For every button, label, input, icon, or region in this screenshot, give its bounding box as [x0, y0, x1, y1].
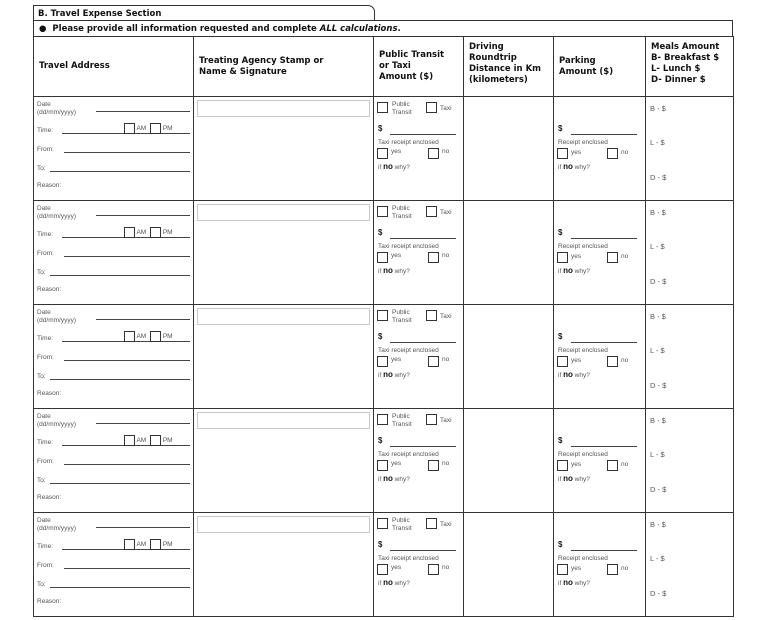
time-label: Time: — [37, 335, 54, 342]
date-format-text: (dd/mm/yyyy) — [37, 420, 76, 428]
taxi-receipt-label: Taxi receipt enclosed — [378, 451, 439, 458]
header-parking-amount — [554, 37, 646, 97]
receipt-label: Receipt enclosed — [558, 139, 608, 146]
date-format-text: (dd/mm/yyyy) — [37, 108, 76, 116]
reason-label: Reason: — [37, 494, 62, 501]
parking-cell — [554, 201, 646, 305]
date-input[interactable] — [96, 215, 190, 216]
no-bold-text: no — [563, 474, 573, 483]
taxi-receipt-no-checkbox[interactable] — [428, 148, 439, 159]
dinner-field[interactable]: D - $ — [650, 173, 667, 182]
dollar-sign: $ — [378, 436, 383, 445]
expense-row — [34, 97, 734, 201]
transit-amount-input[interactable] — [390, 238, 456, 239]
receipt-label: Receipt enclosed — [558, 347, 608, 354]
pm-checkbox[interactable] — [150, 435, 161, 446]
receipt-label: Receipt enclosed — [558, 451, 608, 458]
from-label: From: — [37, 146, 54, 153]
lunch-field[interactable]: L - $ — [650, 450, 665, 459]
no-label: no — [621, 357, 629, 364]
header-transit-amount — [374, 37, 464, 97]
parking-receipt-yes-checkbox[interactable] — [557, 356, 568, 367]
why-text: why? — [394, 268, 410, 275]
dollar-sign: $ — [558, 124, 563, 133]
if-no-why-label — [378, 371, 410, 380]
if-no-why-label — [378, 579, 410, 588]
transit-amount-input[interactable] — [390, 342, 456, 343]
no-bold-text: no — [383, 474, 393, 483]
transit-cell — [374, 201, 464, 305]
why-text: why? — [574, 268, 590, 275]
parking-amount-input[interactable] — [571, 550, 637, 551]
transit-cell — [374, 513, 464, 617]
to-input[interactable] — [50, 483, 190, 484]
header-agency-stamp — [194, 37, 374, 97]
to-input[interactable] — [50, 379, 190, 380]
breakfast-field[interactable]: B - $ — [650, 312, 666, 321]
no-label: no — [621, 253, 629, 260]
parking-cell — [554, 513, 646, 617]
taxi-checkbox[interactable] — [426, 206, 437, 217]
if-text: if — [378, 580, 382, 587]
date-label — [37, 517, 76, 532]
from-input[interactable] — [64, 256, 190, 257]
parking-amount-input[interactable] — [571, 446, 637, 447]
date-input[interactable] — [96, 111, 190, 112]
parking-receipt-no-checkbox[interactable] — [607, 252, 618, 263]
transit-cell — [374, 409, 464, 513]
travel-address-cell — [34, 409, 194, 513]
yes-label: yes — [391, 252, 402, 259]
agency-stamp-input[interactable] — [197, 516, 370, 533]
taxi-label: Taxi — [440, 521, 452, 528]
parking-receipt-yes-checkbox[interactable] — [557, 252, 568, 263]
if-no-why-label — [558, 163, 590, 172]
transit-amount-input[interactable] — [390, 550, 456, 551]
driving-distance-cell[interactable] — [464, 201, 554, 305]
reason-label: Reason: — [37, 286, 62, 293]
time-label: Time: — [37, 543, 54, 550]
reason-label: Reason: — [37, 598, 62, 605]
transit-amount-input[interactable] — [390, 134, 456, 135]
no-label: no — [442, 564, 450, 571]
if-no-why-label — [558, 267, 590, 276]
header-meal-lunch: L- Lunch $ — [651, 64, 701, 74]
if-text: if — [378, 476, 382, 483]
time-label: Time: — [37, 127, 54, 134]
driving-distance-cell[interactable] — [464, 97, 554, 201]
if-no-why-label — [378, 267, 410, 276]
to-label: To: — [37, 165, 46, 172]
breakfast-field[interactable]: B - $ — [650, 208, 666, 217]
parking-receipt-yes-checkbox[interactable] — [557, 148, 568, 159]
agency-stamp-input[interactable] — [197, 308, 370, 325]
from-input[interactable] — [64, 464, 190, 465]
travel-address-cell — [34, 97, 194, 201]
parking-amount-input[interactable] — [571, 238, 637, 239]
parking-cell — [554, 97, 646, 201]
travel-address-cell — [34, 201, 194, 305]
time-label: Time: — [37, 231, 54, 238]
reason-label: Reason: — [37, 182, 62, 189]
am-pm-group — [124, 227, 173, 238]
expense-row — [34, 305, 734, 409]
parking-receipt-yes-checkbox[interactable] — [557, 564, 568, 575]
date-format-text: (dd/mm/yyyy) — [37, 524, 76, 532]
lunch-field[interactable]: L - $ — [650, 346, 665, 355]
agency-stamp-input[interactable] — [197, 204, 370, 221]
from-label: From: — [37, 562, 54, 569]
breakfast-field[interactable]: B - $ — [650, 416, 666, 425]
date-label-text: Date — [37, 101, 51, 108]
to-label: To: — [37, 581, 46, 588]
header-row — [34, 37, 734, 97]
receipt-label: Receipt enclosed — [558, 555, 608, 562]
no-bold-text: no — [383, 266, 393, 275]
pm-checkbox[interactable] — [150, 331, 161, 342]
public-transit-checkbox[interactable] — [377, 310, 388, 321]
to-input[interactable] — [50, 587, 190, 588]
if-text: if — [558, 580, 562, 587]
dinner-field[interactable]: D - $ — [650, 381, 667, 390]
am-checkbox[interactable] — [124, 227, 135, 238]
date-format-text: (dd/mm/yyyy) — [37, 212, 76, 220]
parking-receipt-yes-checkbox[interactable] — [557, 460, 568, 471]
yes-label: yes — [571, 461, 582, 468]
pm-label: PM — [162, 333, 173, 341]
to-input[interactable] — [50, 275, 190, 276]
parking-amount-input[interactable] — [571, 342, 637, 343]
from-label: From: — [37, 354, 54, 361]
no-label: no — [442, 148, 450, 155]
breakfast-field[interactable]: B - $ — [650, 520, 666, 529]
parking-cell — [554, 305, 646, 409]
am-label: AM — [136, 437, 147, 445]
no-label: no — [621, 461, 629, 468]
no-bold-text: no — [563, 162, 573, 171]
header-label: Travel Address — [39, 61, 110, 71]
yes-label: yes — [391, 356, 402, 363]
if-text: if — [558, 268, 562, 275]
expense-row — [34, 201, 734, 305]
taxi-checkbox[interactable] — [426, 518, 437, 529]
public-transit-label: Public Transit — [392, 309, 412, 324]
dollar-sign: $ — [378, 332, 383, 341]
agency-stamp-input[interactable] — [197, 412, 370, 429]
yes-label: yes — [391, 564, 402, 571]
taxi-receipt-no-checkbox[interactable] — [428, 460, 439, 471]
pm-label: PM — [162, 125, 173, 133]
no-bold-text: no — [383, 578, 393, 587]
from-input[interactable] — [64, 360, 190, 361]
to-label: To: — [37, 373, 46, 380]
date-label — [37, 101, 76, 116]
agency-stamp-cell — [194, 513, 374, 617]
instructions-bar — [33, 20, 733, 37]
date-format-text: (dd/mm/yyyy) — [37, 316, 76, 324]
lunch-field[interactable]: L - $ — [650, 554, 665, 563]
header-meal-dinner: D- Dinner $ — [651, 75, 706, 85]
from-input[interactable] — [64, 568, 190, 569]
why-text: why? — [394, 580, 410, 587]
time-label: Time: — [37, 439, 54, 446]
yes-label: yes — [571, 149, 582, 156]
agency-stamp-cell — [194, 305, 374, 409]
header-meal-breakfast: B- Breakfast $ — [651, 53, 720, 63]
meals-cell — [646, 201, 734, 305]
no-bold-text: no — [563, 578, 573, 587]
am-checkbox[interactable] — [124, 539, 135, 550]
meals-cell — [646, 305, 734, 409]
dollar-sign: $ — [558, 332, 563, 341]
header-label: Driving Roundtrip Distance in Km (kilometers) — [469, 42, 542, 85]
taxi-receipt-no-checkbox[interactable] — [428, 356, 439, 367]
dollar-sign: $ — [378, 124, 383, 133]
travel-address-cell — [34, 513, 194, 617]
am-pm-group — [124, 123, 173, 134]
why-text: why? — [574, 476, 590, 483]
if-text: if — [558, 164, 562, 171]
dollar-sign: $ — [378, 228, 383, 237]
from-input[interactable] — [64, 152, 190, 153]
pm-checkbox[interactable] — [150, 539, 161, 550]
am-checkbox[interactable] — [124, 331, 135, 342]
meals-cell — [646, 513, 734, 617]
if-text: if — [378, 372, 382, 379]
from-label: From: — [37, 250, 54, 257]
driving-distance-cell[interactable] — [464, 513, 554, 617]
no-label: no — [442, 252, 450, 259]
am-label: AM — [136, 541, 147, 549]
taxi-checkbox[interactable] — [426, 310, 437, 321]
date-input[interactable] — [96, 319, 190, 320]
why-text: why? — [574, 580, 590, 587]
date-label — [37, 205, 76, 220]
taxi-receipt-yes-checkbox[interactable] — [377, 564, 388, 575]
receipt-label: Receipt enclosed — [558, 243, 608, 250]
header-travel-address — [34, 37, 194, 97]
date-label-text: Date — [37, 517, 51, 524]
agency-stamp-cell — [194, 409, 374, 513]
if-no-why-label — [558, 579, 590, 588]
dinner-field[interactable]: D - $ — [650, 589, 667, 598]
public-transit-checkbox[interactable] — [377, 206, 388, 217]
if-no-why-label — [558, 371, 590, 380]
no-bold-text: no — [383, 162, 393, 171]
agency-stamp-input[interactable] — [197, 100, 370, 117]
yes-label: yes — [571, 253, 582, 260]
instruction-text: Please provide all information requested and complete — [52, 24, 320, 34]
am-label: AM — [136, 125, 147, 133]
transit-amount-input[interactable] — [390, 446, 456, 447]
header-label: Parking Amount ($) — [559, 55, 614, 77]
yes-label: yes — [571, 357, 582, 364]
taxi-receipt-no-checkbox[interactable] — [428, 564, 439, 575]
date-label-text: Date — [37, 205, 51, 212]
if-no-why-label — [378, 475, 410, 484]
instruction-end: . — [397, 24, 401, 34]
public-transit-label: Public Transit — [392, 413, 412, 428]
parking-amount-input[interactable] — [571, 134, 637, 135]
dollar-sign: $ — [378, 540, 383, 549]
to-input[interactable] — [50, 171, 190, 172]
travel-expense-table — [33, 36, 734, 617]
date-input[interactable] — [96, 527, 190, 528]
date-label-text: Date — [37, 413, 51, 420]
yes-label: yes — [391, 460, 402, 467]
date-label — [37, 413, 76, 428]
lunch-field[interactable]: L - $ — [650, 138, 665, 147]
if-no-why-label — [558, 475, 590, 484]
date-input[interactable] — [96, 423, 190, 424]
transit-cell — [374, 305, 464, 409]
breakfast-field[interactable]: B - $ — [650, 104, 666, 113]
why-text: why? — [394, 164, 410, 171]
dollar-sign: $ — [558, 540, 563, 549]
taxi-label: Taxi — [440, 209, 452, 216]
dinner-field[interactable]: D - $ — [650, 485, 667, 494]
taxi-receipt-yes-checkbox[interactable] — [377, 252, 388, 263]
to-label: To: — [37, 269, 46, 276]
taxi-checkbox[interactable] — [426, 414, 437, 425]
public-transit-label: Public Transit — [392, 205, 412, 220]
reason-label: Reason: — [37, 390, 62, 397]
no-bold-text: no — [383, 370, 393, 379]
header-driving-distance — [464, 37, 554, 97]
header-label: Treating Agency Stamp or Name & Signature — [199, 55, 324, 77]
taxi-receipt-no-checkbox[interactable] — [428, 252, 439, 263]
no-bold-text: no — [563, 370, 573, 379]
am-checkbox[interactable] — [124, 435, 135, 446]
public-transit-checkbox[interactable] — [377, 518, 388, 529]
instruction-emphasis: ALL calculations — [319, 24, 398, 34]
taxi-receipt-label: Taxi receipt enclosed — [378, 243, 439, 250]
date-label-text: Date — [37, 309, 51, 316]
no-bold-text: no — [563, 266, 573, 275]
if-text: if — [378, 164, 382, 171]
travel-address-cell — [34, 305, 194, 409]
bullet-icon: ● — [39, 24, 47, 34]
taxi-receipt-yes-checkbox[interactable] — [377, 356, 388, 367]
why-text: why? — [574, 372, 590, 379]
agency-stamp-cell — [194, 97, 374, 201]
parking-receipt-no-checkbox[interactable] — [607, 356, 618, 367]
taxi-label: Taxi — [440, 417, 452, 424]
public-transit-label: Public Transit — [392, 101, 412, 116]
pm-label: PM — [162, 541, 173, 549]
taxi-receipt-label: Taxi receipt enclosed — [378, 139, 439, 146]
yes-label: yes — [391, 148, 402, 155]
parking-receipt-no-checkbox[interactable] — [607, 460, 618, 471]
why-text: why? — [394, 372, 410, 379]
driving-distance-cell[interactable] — [464, 305, 554, 409]
why-text: why? — [574, 164, 590, 171]
pm-checkbox[interactable] — [150, 123, 161, 134]
dinner-field[interactable]: D - $ — [650, 277, 667, 286]
public-transit-checkbox[interactable] — [377, 102, 388, 113]
if-text: if — [378, 268, 382, 275]
taxi-label: Taxi — [440, 313, 452, 320]
am-pm-group — [124, 331, 173, 342]
why-text: why? — [394, 476, 410, 483]
if-no-why-label — [378, 163, 410, 172]
header-label: Public Transit or Taxi Amount ($) — [379, 50, 445, 82]
to-label: To: — [37, 477, 46, 484]
taxi-receipt-label: Taxi receipt enclosed — [378, 347, 439, 354]
taxi-label: Taxi — [440, 105, 452, 112]
if-text: if — [558, 476, 562, 483]
no-label: no — [442, 460, 450, 467]
taxi-receipt-yes-checkbox[interactable] — [377, 148, 388, 159]
transit-cell — [374, 97, 464, 201]
no-label: no — [442, 356, 450, 363]
date-label — [37, 309, 76, 324]
am-label: AM — [136, 333, 147, 341]
public-transit-checkbox[interactable] — [377, 414, 388, 425]
taxi-checkbox[interactable] — [426, 102, 437, 113]
from-label: From: — [37, 458, 54, 465]
agency-stamp-cell — [194, 201, 374, 305]
expense-row — [34, 513, 734, 617]
taxi-receipt-label: Taxi receipt enclosed — [378, 555, 439, 562]
parking-cell — [554, 409, 646, 513]
if-text: if — [558, 372, 562, 379]
lunch-field[interactable]: L - $ — [650, 242, 665, 251]
public-transit-label: Public Transit — [392, 517, 412, 532]
meals-cell — [646, 97, 734, 201]
parking-receipt-no-checkbox[interactable] — [607, 564, 618, 575]
am-pm-group — [124, 539, 173, 550]
no-label: no — [621, 565, 629, 572]
section-title: B. Travel Expense Section — [38, 9, 162, 19]
pm-label: PM — [162, 437, 173, 445]
no-label: no — [621, 149, 629, 156]
dollar-sign: $ — [558, 228, 563, 237]
section-title-tab — [33, 5, 375, 21]
am-pm-group — [124, 435, 173, 446]
expense-row — [34, 409, 734, 513]
pm-checkbox[interactable] — [150, 227, 161, 238]
driving-distance-cell[interactable] — [464, 409, 554, 513]
header-label: Meals Amount — [651, 42, 720, 52]
meals-cell — [646, 409, 734, 513]
am-checkbox[interactable] — [124, 123, 135, 134]
parking-receipt-no-checkbox[interactable] — [607, 148, 618, 159]
dollar-sign: $ — [558, 436, 563, 445]
pm-label: PM — [162, 229, 173, 237]
header-meals-amount — [646, 37, 734, 97]
am-label: AM — [136, 229, 147, 237]
yes-label: yes — [571, 565, 582, 572]
taxi-receipt-yes-checkbox[interactable] — [377, 460, 388, 471]
